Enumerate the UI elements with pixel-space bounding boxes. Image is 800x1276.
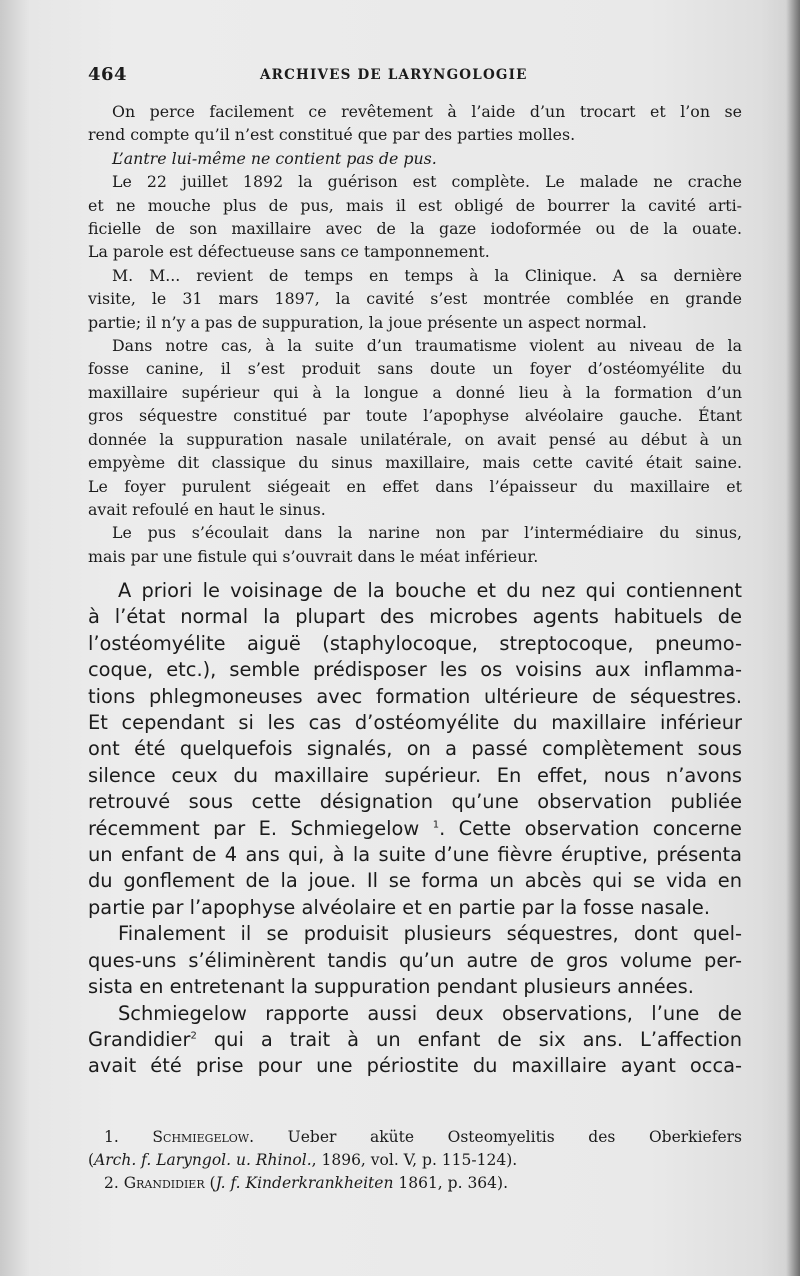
footnote-number: 1. — [104, 1128, 119, 1146]
text-line: On perce facilement ce revêtement à l’aide d’un trocart et l’on se — [112, 102, 742, 121]
footnotes — [88, 1126, 742, 1195]
text-line: tions phlegmoneuses avec formation ultérieure de séquestres. — [88, 684, 742, 708]
footnote-details: 1861, p. 364). — [393, 1174, 508, 1192]
paren: ( — [204, 1174, 216, 1192]
text-line: Finalement il se produisit plusieurs séquestres, dont quel- — [118, 922, 742, 946]
text-line: rend compte qu’il n’est constitué que par des parties molles. — [88, 125, 576, 145]
text-line: avait été prise pour une périostite du maxillaire ayant occa- — [88, 1054, 742, 1078]
paren: ( — [88, 1151, 95, 1169]
text-line: silence ceux du maxillaire supérieur. En effet, nous n’avons — [88, 763, 742, 787]
text-line: coque, etc.), semble prédisposer les os voisins aux inflamma- — [88, 658, 742, 682]
text-line: partie; il n’y a pas de suppuration, la joue présente un aspect normal. — [88, 312, 647, 332]
text-line: et ne mouche plus de pus, mais il est obligé de bourrer la cavité arti- — [88, 195, 742, 215]
text-line: ont été quelquefois signalés, on a passé complètement sous — [88, 737, 742, 761]
main-text-block — [88, 578, 742, 1080]
case-report-block — [88, 100, 742, 568]
text-segment: . Cette observation concerne — [439, 816, 742, 840]
text-line: donnée la suppuration nasale unilatérale, on avait pensé au début à un — [88, 429, 742, 449]
footnote-author: Grandidier — [123, 1174, 205, 1192]
text-line: Le pus s’écoulait dans la narine non par l’intermédiaire du sinus, — [112, 523, 742, 543]
text-segment: récemment par E. Schmiegelow — [88, 816, 420, 840]
text-line: La parole est défectueuse sans ce tamponnement. — [88, 242, 490, 262]
text-line — [88, 816, 742, 842]
footnote-details: , 1896, vol. V, p. 115-124). — [311, 1151, 518, 1169]
text-line: fosse canine, il s’est produit sans doute un foyer d’ostéomyélite du — [88, 359, 742, 379]
text-line: mais par une fistule qui s’ouvrait dans le méat inférieur. — [88, 546, 539, 566]
text-line: A priori le voisinage de la bouche et du nez qui contiennent — [118, 579, 742, 602]
italic-text: L’antre lui-même ne contient pas de pus. — [112, 148, 437, 168]
text-line: sista en entretenant la suppuration pendant plusieurs années. — [88, 975, 694, 999]
text-segment: Grandidier — [88, 1027, 191, 1051]
text-line: l’ostéomyélite aiguë (staphylocoque, streptocoque, pneumo- — [88, 631, 742, 655]
footnote-ref-1: 1 — [432, 819, 440, 831]
footnote-1 — [88, 1126, 742, 1149]
text-line: gros séquestre constitué par toute l’apophyse alvéolaire gauche. Étant — [88, 406, 742, 426]
text-line: empyème dit classique du sinus maxillaire, mais cette cavité était saine. — [88, 453, 742, 473]
text-line: Et cependant si les cas d’ostéomyélite du maxillaire inférieur — [88, 711, 742, 735]
text-line: Schmiegelow rapporte aussi deux observations, l’une de — [118, 1001, 742, 1025]
footnote-number: 2. — [104, 1174, 119, 1192]
footnote-author: Schmiegelow. — [152, 1128, 255, 1146]
text-line: un enfant de 4 ans qui, à la suite d’une fièvre éruptive, présenta — [88, 843, 742, 867]
text-line: du gonflement de la joue. Il se forma un abcès qui se vida en — [88, 869, 742, 893]
text-line: ficielle de son maxillaire avec de la gaze iodoformée ou de la ouate. — [88, 219, 742, 239]
text-line: ques-uns s’éliminèrent tandis qu’un autre de gros volume per- — [88, 948, 742, 972]
footnote-1-cont — [88, 1149, 742, 1172]
text-line: avait refoulé en haut le sinus. — [88, 499, 326, 519]
text-line: à l’état normal la plupart des microbes agents habituels de — [88, 605, 742, 629]
text-segment: qui a trait à un enfant de six ans. L’affection — [196, 1027, 742, 1051]
text-line: Le 22 juillet 1892 la guérison est complète. Le malade ne crache — [112, 172, 742, 192]
text-line: visite, le 31 mars 1897, la cavité s’est montrée comblée en grande — [88, 289, 742, 309]
text-line: retrouvé sous cette désignation qu’une observation publiée — [88, 790, 742, 814]
text-line: M. M... revient de temps en temps à la Clinique. A sa dernière — [112, 265, 742, 285]
page-header — [88, 64, 748, 88]
footnote-journal: Arch. f. Laryngol. u. Rhinol. — [94, 1151, 312, 1169]
page-edge-shadow — [786, 0, 800, 1276]
page-number: 464 — [88, 64, 128, 85]
text-line: partie par l’apophyse alvéolaire et en partie par la fosse nasale. — [88, 895, 710, 919]
footnote-title: Ueber aküte Osteomyelitis des Oberkiefers — [287, 1128, 742, 1146]
footnote-journal: J. f. Kinderkrankheiten — [215, 1174, 394, 1192]
text-line: Dans notre cas, à la suite d’un traumatisme violent au niveau de la — [112, 336, 742, 356]
text-line: Le foyer purulent siégeait en effet dans l’épaisseur du maxillaire et — [88, 476, 742, 496]
running-head: ARCHIVES DE LARYNGOLOGIE — [260, 67, 528, 83]
text-line — [88, 1027, 742, 1053]
text-line: maxillaire supérieur qui à la longue a donné lieu à la formation d’un — [88, 382, 742, 402]
text-line — [88, 147, 742, 170]
footnote-2 — [88, 1172, 742, 1195]
footnote-ref-2: 2 — [190, 1030, 197, 1042]
